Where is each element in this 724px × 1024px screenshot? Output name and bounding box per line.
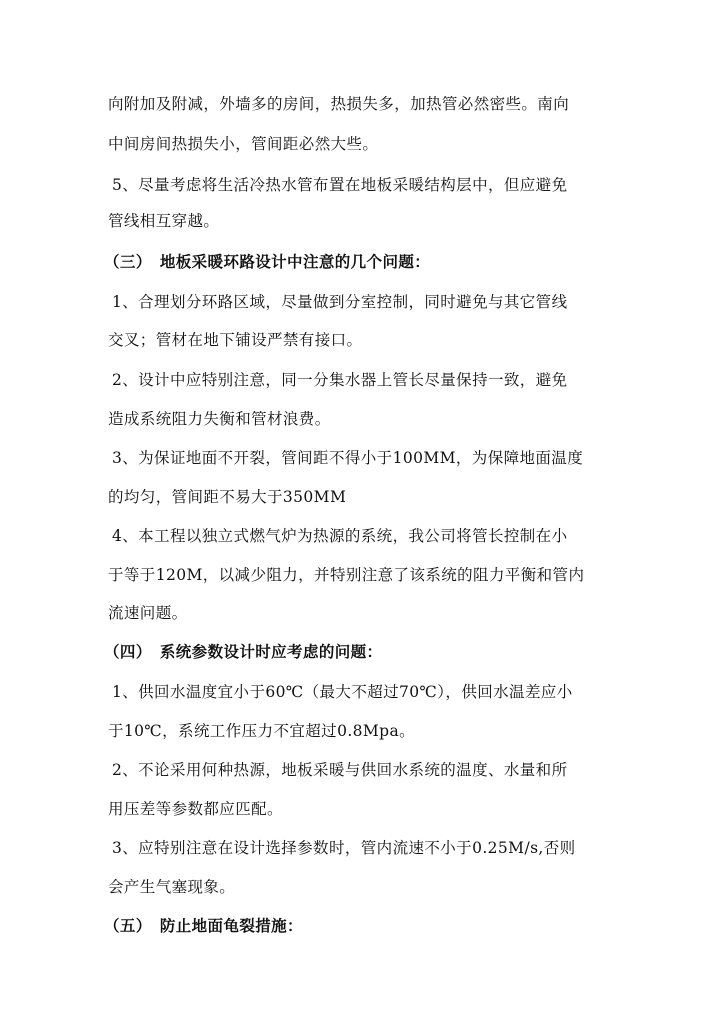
paragraph-line: 流速问题。 [108,604,188,622]
paragraph-line: 3、为保证地面不开裂，管间距不得小于100MM，为保障地面温度 [112,449,584,467]
paragraph-line: 1、供回水温度宜小于60℃（最大不超过70℃），供回水温差应小 [112,683,573,701]
paragraph-line: 4、本工程以独立式燃气炉为热源的系统，我公司将管长控制在小 [112,527,568,545]
section-heading: （五） 防止地面龟裂措施： [104,916,303,935]
paragraph-line: 向附加及附减，外墙多的房间，热损失多，加热管必然密些。南向 [108,95,570,113]
paragraph-line: 于10℃，系统工作压力不宜超过0.8Mpa。 [108,722,416,740]
section-heading: （三） 地板采暖环路设计中注意的几个问题： [104,252,431,271]
paragraph-line: 会产生气塞现象。 [108,878,236,896]
paragraph-line: 造成系统阻力失衡和管材浪费。 [108,410,331,428]
paragraph-line: 中间房间热损失小，管间距必然大些。 [108,135,379,153]
paragraph-line: 交叉；管材在地下铺设严禁有接口。 [108,331,363,349]
paragraph-line: 于等于120M，以减少阻力，并特别注意了该系统的阻力平衡和管内 [108,566,585,584]
paragraph-line: 用压差等参数都应匹配。 [108,800,283,818]
paragraph-line: 2、不论采用何种热源，地板采暖与供回水系统的温度、水量和所 [112,761,568,779]
paragraph-line: 5、尽量考虑将生活冷热水管布置在地板采暖结构层中，但应避免 [112,176,568,194]
section-heading: （四） 系统参数设计时应考虑的问题： [104,642,383,661]
paragraph-line: 的均匀，管间距不易大于350MM [108,488,347,506]
paragraph-line: 2、设计中应特别注意，同一分集水器上管长尽量保持一致，避免 [112,371,568,389]
paragraph-line: 管线相互穿越。 [108,212,220,230]
paragraph-line: 1、合理划分环路区域，尽量做到分室控制，同时避免与其它管线 [112,293,568,311]
paragraph-line: 3、应特别注意在设计选择参数时，管内流速不小于0.25M/s,否则 [112,839,576,857]
